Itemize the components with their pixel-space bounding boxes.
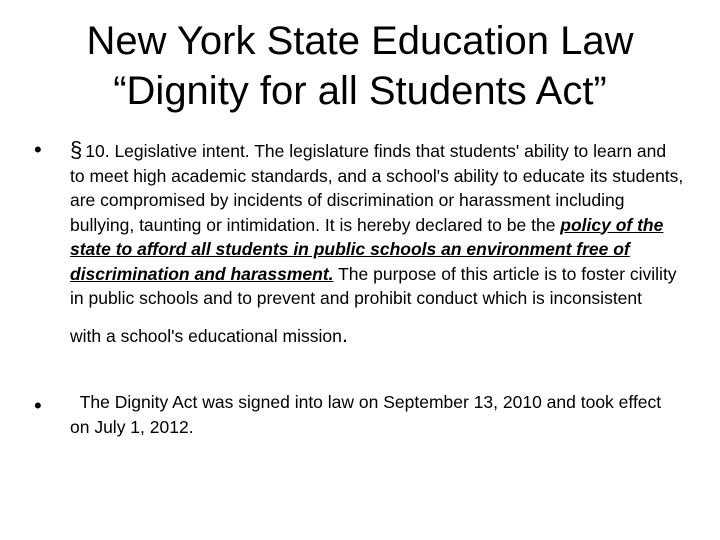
intent-last-line-text: with a school's educational mission [70, 325, 342, 346]
intent-text-before: 10. Legislative intent. The legislature finds that students' ability to learn and to meet high academic standards, and a school's ability to educate its students, are compromised by incidents of discrimination or harassment including bullying, taunting or intimidation. It is hereby declared to be the [70, 141, 684, 235]
title-line-1: New York State Education Law [86, 19, 634, 63]
policy-emphasis: policy of the state to afford all students in public schools an environment free of discrimination and harassment. [70, 214, 664, 284]
bullet-item-legislative-intent [70, 138, 685, 348]
bullet-icon: • [34, 137, 42, 162]
intent-last-line [70, 323, 685, 349]
slide-title [20, 16, 700, 116]
bullet-item-dignity-act-dates: The Dignity Act was signed into law on September 13, 2010 and took effect on July 1, 2012. [70, 392, 667, 437]
intent-last-punct: . [341, 321, 348, 347]
title-line-2: “Dignity for all Students Act” [113, 69, 607, 113]
intent-text-after: The purpose of this article is to foster civility in public schools and to prevent and prohibit conduct which is inconsistent [70, 263, 677, 308]
section-symbol: § [70, 137, 83, 162]
bullet-icon: • [34, 393, 42, 418]
